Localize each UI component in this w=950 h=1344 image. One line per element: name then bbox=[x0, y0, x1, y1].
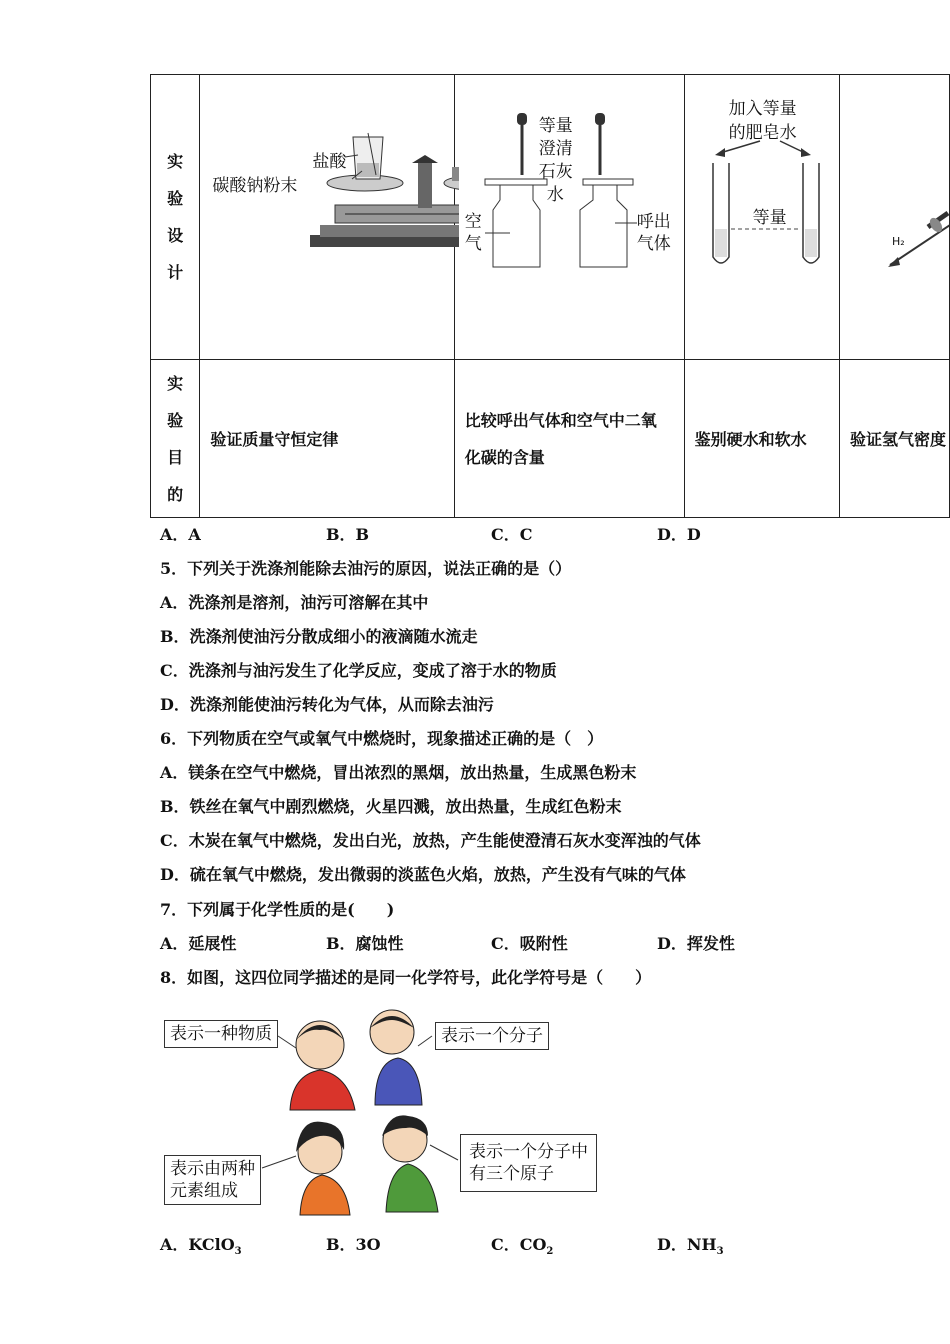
purpose-1: 验证质量守恒定律 bbox=[200, 360, 454, 518]
design-cell-1 bbox=[200, 75, 454, 360]
q7-option-d[interactable]: D．挥发性 bbox=[657, 934, 735, 953]
q4-option-c[interactable]: C．C bbox=[491, 525, 533, 544]
label-h2: H₂ bbox=[892, 235, 905, 248]
q4-option-b[interactable]: B．B bbox=[326, 525, 370, 544]
design-cell-3 bbox=[684, 75, 839, 360]
q4-option-a[interactable]: A．A bbox=[160, 525, 201, 544]
q6-option-d[interactable]: D．硫在氧气中燃烧，发出微弱的淡蓝色火焰，放热，产生没有气味的气体 bbox=[160, 865, 686, 884]
bubble-molecule: 表示一个分子 bbox=[435, 1022, 549, 1050]
purpose-3: 鉴别硬水和软水 bbox=[684, 360, 839, 518]
row-head-design: 实 验 设 计 bbox=[151, 75, 200, 360]
q5-option-a[interactable]: A．洗涤剂是溶剂，油污可溶解在其中 bbox=[160, 593, 429, 612]
q8-stem: 8．如图，这四位同学描述的是同一化学符号，此化学符号是（ ） bbox=[160, 968, 652, 987]
bubble-substance: 表示一种物质 bbox=[164, 1020, 278, 1048]
hydrogen-figure bbox=[840, 75, 949, 360]
balance-figure bbox=[200, 75, 459, 360]
q7-option-a[interactable]: A．延展性 bbox=[160, 934, 237, 953]
q6-option-c[interactable]: C．木炭在氧气中燃烧，发出白光，放热，产生能使澄清石灰水变浑浊的气体 bbox=[160, 831, 701, 850]
q7-option-b[interactable]: B．腐蚀性 bbox=[326, 934, 404, 953]
q8-option-d[interactable]: D．$NH_3$ bbox=[657, 1235, 724, 1258]
q8-option-c[interactable]: C．$CO_2$ bbox=[491, 1235, 554, 1258]
purpose-4: 验证氢气密度 bbox=[840, 360, 950, 518]
q6-option-b[interactable]: B．铁丝在氧气中剧烈燃烧，火星四溅，放出热量，生成红色粉末 bbox=[160, 797, 622, 816]
purpose-2: 比较呼出气体和空气中二氧 化碳的含量 bbox=[454, 360, 684, 518]
label-air: 空 气 bbox=[464, 212, 482, 254]
label-equal: 等量 bbox=[752, 208, 787, 228]
q6-option-a[interactable]: A．镁条在空气中燃烧，冒出浓烈的黑烟，放出热量，生成黑色粉末 bbox=[160, 763, 637, 782]
bubble-three-atoms: 表示一个分子中 有三个原子 bbox=[460, 1134, 597, 1192]
label-limewater: 等量 澄清 石灰 水 bbox=[538, 116, 573, 205]
q8-option-b[interactable]: B．3O bbox=[326, 1235, 381, 1254]
q8-option-a[interactable]: A．KClO$_3$ bbox=[160, 1235, 242, 1258]
design-cell-4 bbox=[840, 75, 950, 360]
label-soap: 加入等量 的肥皂水 bbox=[728, 99, 797, 143]
experiment-table bbox=[150, 74, 950, 518]
q5-option-b[interactable]: B．洗涤剂使油污分散成细小的液滴随水流走 bbox=[160, 627, 478, 646]
q6-stem: 6．下列物质在空气或氧气中燃烧时，现象描述正确的是（ ） bbox=[160, 729, 604, 748]
label-exhaled: 呼出 气体 bbox=[636, 212, 671, 254]
q8-figure bbox=[160, 1000, 610, 1222]
bubble-two-elements: 表示由两种 元素组成 bbox=[164, 1155, 261, 1205]
q5-option-d[interactable]: D．洗涤剂能使油污转化为气体，从而除去油污 bbox=[160, 695, 494, 714]
q7-stem: 7．下列属于化学性质的是( ) bbox=[160, 900, 395, 919]
design-cell-2 bbox=[454, 75, 684, 360]
label-hcl: 盐酸 bbox=[312, 152, 347, 172]
q5-stem: 5．下列关于洗涤剂能除去油污的原因，说法正确的是（） bbox=[160, 559, 572, 578]
q5-option-c[interactable]: C．洗涤剂与油污发生了化学反应，变成了溶于水的物质 bbox=[160, 661, 557, 680]
label-na2co3: 碳酸钠粉末 bbox=[212, 176, 298, 196]
q7-option-c[interactable]: C．吸附性 bbox=[491, 934, 568, 953]
row-head-purpose: 实 验 目 的 bbox=[151, 360, 200, 518]
q4-option-d[interactable]: D．D bbox=[657, 525, 701, 544]
